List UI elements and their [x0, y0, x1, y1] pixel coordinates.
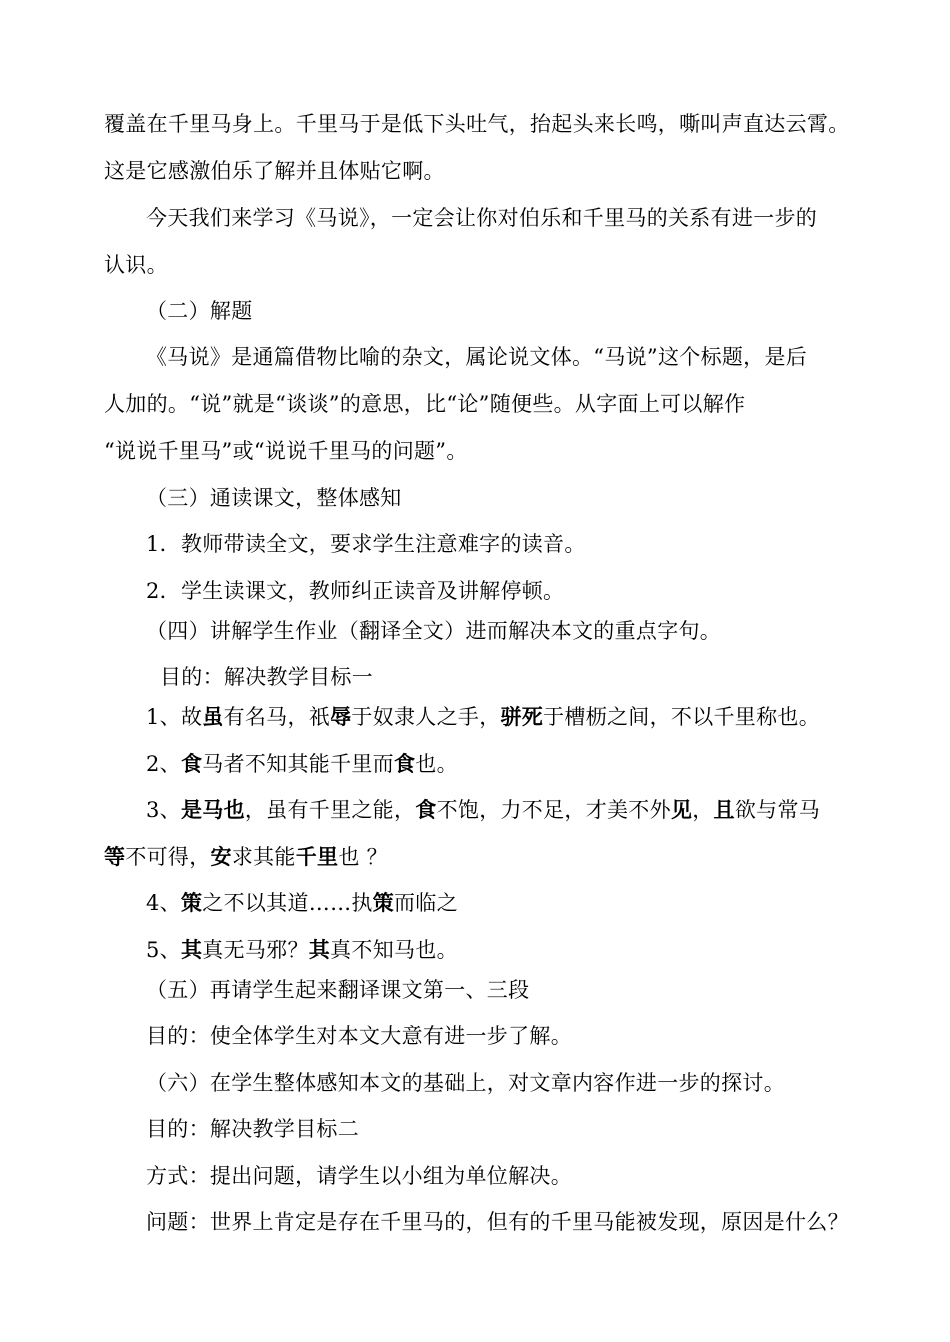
- text-segment: 欲与常马: [734, 798, 821, 822]
- text-segment: 3、: [146, 798, 181, 822]
- purpose-line: [146, 1115, 359, 1143]
- text-segment: 5、: [146, 938, 181, 962]
- text-segment: 之不以其道……执: [202, 891, 373, 915]
- emphasized-word: 策: [372, 890, 394, 915]
- section-heading: [146, 1069, 785, 1097]
- text-segment: （五）再请学生起来翻译课文第一、三段: [146, 978, 530, 1002]
- text-segment: （四）讲解学生作业（翻译全文）进而解决本文的重点字句。: [146, 619, 722, 643]
- text-segment: 不可得，: [125, 845, 211, 869]
- text-segment: 认识。: [104, 253, 168, 277]
- text-segment: 人加的。“说”就是“谈谈”的意思，比“论”随便些。从字面上可以解作: [104, 392, 746, 416]
- paragraph-line: [104, 390, 745, 418]
- paragraph-line: [104, 110, 850, 138]
- emphasized-word: 千里: [295, 844, 339, 869]
- section-heading: [146, 617, 721, 645]
- emphasized-word: 食: [180, 751, 203, 776]
- text-segment: 真不知马也。: [330, 938, 458, 962]
- paragraph-line: [146, 204, 817, 232]
- text-segment: ，虽有千里之能，: [244, 798, 416, 822]
- text-segment: 真无马邪？: [202, 938, 309, 962]
- emphasized-word: 其: [308, 937, 331, 962]
- list-item: [146, 936, 458, 964]
- text-segment: 也 ？: [338, 845, 388, 869]
- emphasized-word: 是马也: [180, 797, 245, 822]
- text-segment: （二）解题: [146, 299, 253, 323]
- emphasized-word: 策: [180, 890, 203, 915]
- text-segment: 2、: [146, 752, 181, 776]
- list-item: [146, 577, 564, 605]
- text-segment: 目的：使全体学生对本文大意有进一步了解。: [146, 1024, 572, 1048]
- method-line: [146, 1162, 572, 1190]
- text-segment: 于奴隶人之手，: [351, 705, 501, 729]
- emphasized-word: 等: [104, 844, 126, 869]
- question-line: [146, 1208, 849, 1236]
- list-item: [146, 750, 458, 778]
- purpose-line: [146, 1022, 572, 1050]
- emphasized-word: 辱: [330, 704, 352, 729]
- text-segment: 有名马，祇: [223, 705, 331, 729]
- text-segment: 方式：提出问题，请学生以小组为单位解决。: [146, 1164, 572, 1188]
- text-segment: 目的：解决教学目标一: [160, 665, 373, 689]
- paragraph-line: [104, 251, 168, 279]
- list-item: [146, 796, 820, 824]
- list-item: [104, 843, 388, 871]
- text-segment: 《马说》是通篇借物比喻的杂文，属论说文体。“马说”这个标题，是后: [146, 345, 808, 369]
- list-item: [146, 889, 458, 917]
- text-segment: 也。: [415, 752, 458, 776]
- text-segment: 2．学生读课文，教师纠正读音及讲解停顿。: [146, 579, 565, 603]
- text-segment: 今天我们来学习《马说》，一定会让你对伯乐和千里马的关系有进一步的: [146, 206, 818, 230]
- emphasized-word: 食: [393, 751, 416, 776]
- purpose-line: [160, 663, 373, 691]
- text-segment: 4、: [146, 891, 181, 915]
- section-heading: [146, 484, 402, 512]
- emphasized-word: 见: [670, 797, 693, 822]
- emphasized-word: 且: [713, 797, 735, 822]
- text-segment: 1．教师带读全文，要求学生注意难字的读音。: [146, 532, 586, 556]
- emphasized-word: 骈死: [500, 704, 544, 729]
- text-segment: 而临之: [394, 891, 458, 915]
- section-heading: [146, 976, 529, 1004]
- paragraph-line: [104, 437, 468, 465]
- emphasized-word: 虽: [202, 704, 224, 729]
- text-segment: “说说千里马”或“说说千里马的问题”。: [104, 439, 468, 463]
- paragraph-line: [104, 157, 445, 185]
- emphasized-word: 其: [180, 937, 203, 962]
- text-segment: 不饱，力不足，才美不外: [436, 798, 671, 822]
- text-segment: 覆盖在千里马身上。千里马于是低下头吐气，抬起头来长鸣，嘶叫声直达云霄。: [104, 112, 850, 136]
- text-segment: 于槽枥之间，不以千里称也。: [543, 705, 821, 729]
- text-segment: 1、故: [146, 705, 203, 729]
- text-segment: （六）在学生整体感知本文的基础上，对文章内容作进一步的探讨。: [146, 1071, 785, 1095]
- emphasized-word: 食: [415, 797, 437, 822]
- text-segment: ，: [692, 798, 714, 822]
- paragraph-line: [146, 343, 807, 371]
- text-segment: 目的：解决教学目标二: [146, 1117, 359, 1141]
- text-segment: 问题：世界上肯定是存在千里马的，但有的千里马能被发现，原因是什么？: [146, 1210, 849, 1234]
- text-segment: 这是它感激伯乐了解并且体贴它啊。: [104, 159, 445, 183]
- text-segment: 求其能: [231, 845, 296, 869]
- list-item: [146, 703, 820, 731]
- text-segment: （三）通读课文，整体感知: [146, 486, 402, 510]
- text-segment: 马者不知其能千里而: [202, 752, 394, 776]
- list-item: [146, 530, 586, 558]
- emphasized-word: 安: [210, 844, 232, 869]
- section-heading: [146, 297, 253, 325]
